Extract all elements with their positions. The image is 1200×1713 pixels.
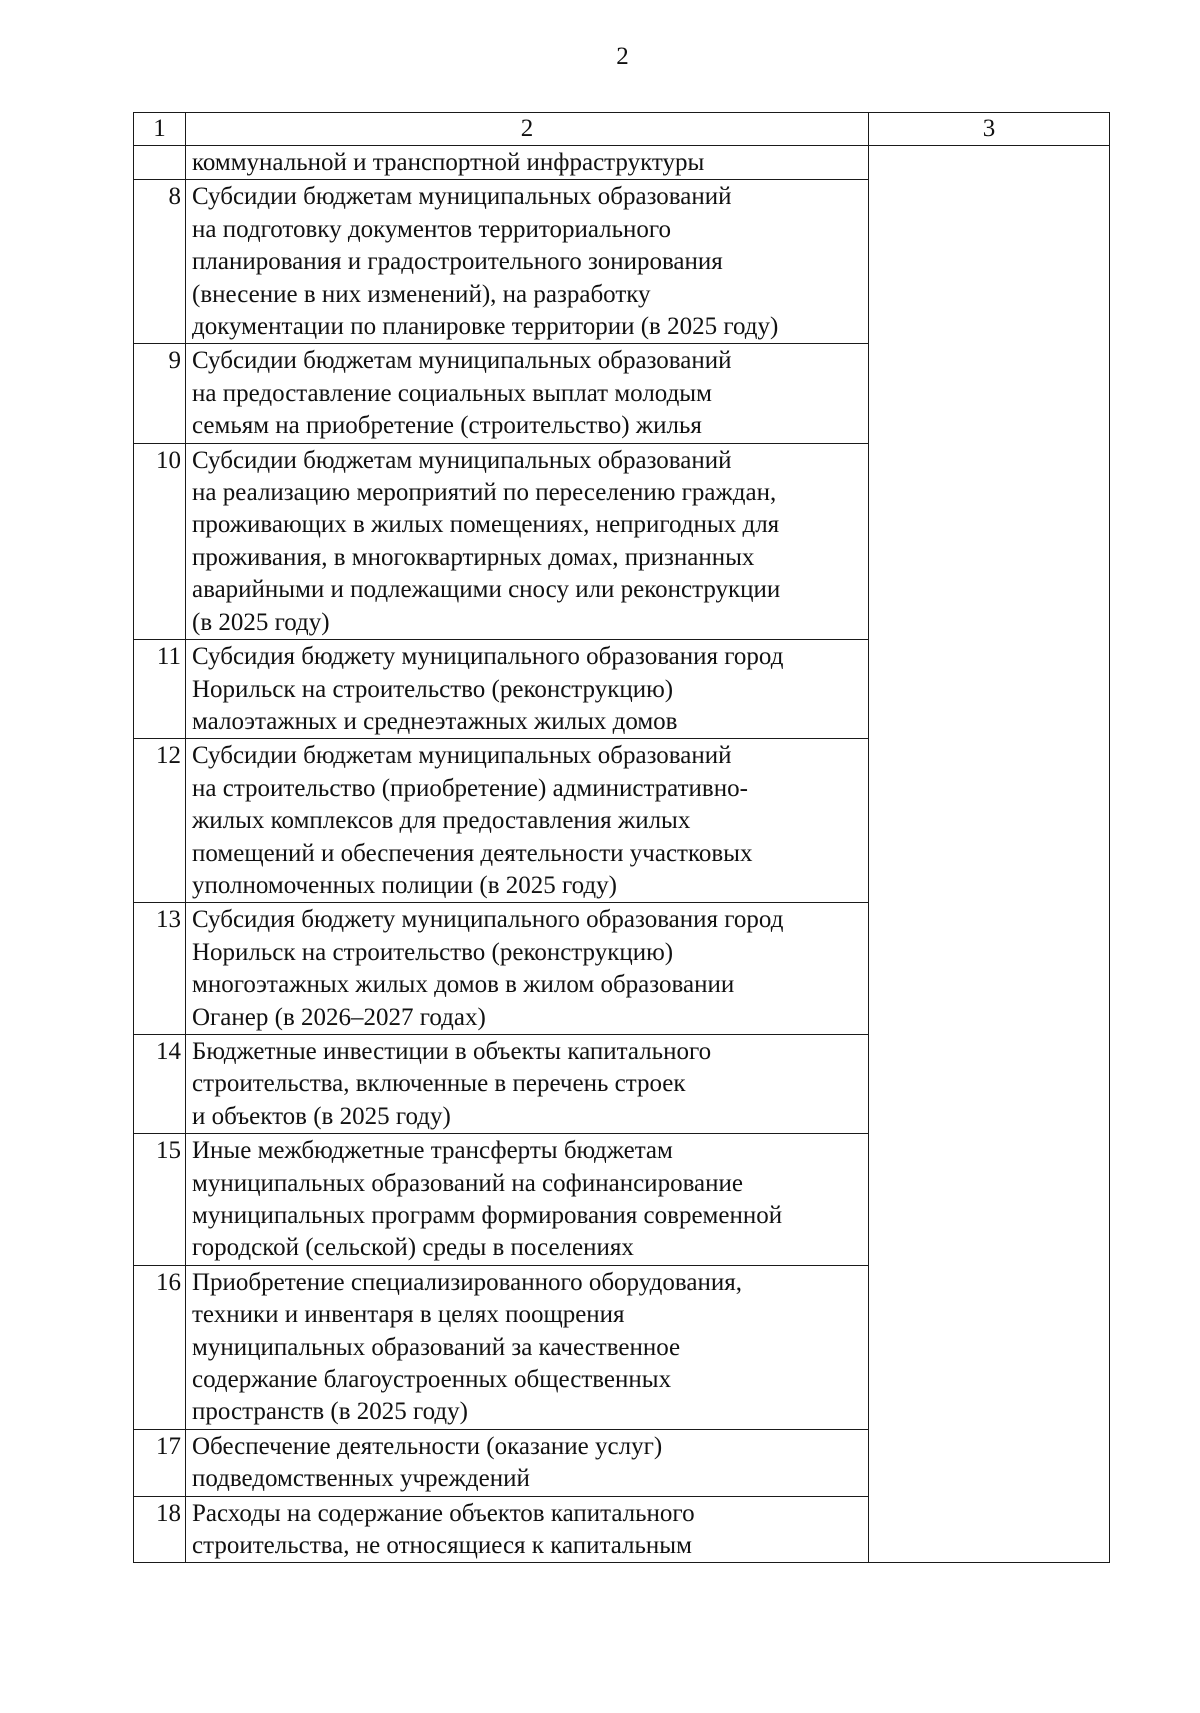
page-number: 2: [616, 43, 629, 70]
table-row-continuation: [134, 146, 1110, 180]
row-description: Субсидии бюджетам муниципальных образований на реализацию мероприятий по переселению граждан, проживающих в жилых помещениях, непригодных для проживания, в многоквартирных домах, признанных аварийными и подлежащими сносу или реконструкции (в 2025 году): [186, 443, 869, 639]
row-number: 15: [134, 1134, 186, 1266]
row-number: [134, 146, 186, 180]
row-description: Субсидии бюджетам муниципальных образований на подготовку документов территориального планирования и градостроительного зонирования (внесение в них изменений), на разработку документации по планировке территории (в 2025 году): [186, 180, 869, 344]
row-description: Расходы на содержание объектов капитального строительства, не относящиеся к капитальным: [186, 1496, 869, 1563]
row-number: 16: [134, 1265, 186, 1429]
header-col-1: 1: [134, 113, 186, 146]
row-number: 8: [134, 180, 186, 344]
column-3-cell: [869, 146, 1110, 1563]
header-col-2: 2: [186, 113, 869, 146]
row-description: Субсидии бюджетам муниципальных образований на строительство (приобретение) административно- жилых комплексов для предоставления жилых помещений и обеспечения деятельности участковых уполномоченных полиции (в 2025 году): [186, 739, 869, 903]
row-description: Иные межбюджетные трансферты бюджетам муниципальных образований на софинансирование муниципальных программ формирования современной городской (сельской) среды в поселениях: [186, 1134, 869, 1266]
row-description: Обеспечение деятельности (оказание услуг) подведомственных учреждений: [186, 1429, 869, 1496]
row-number: 14: [134, 1034, 186, 1133]
row-number: 12: [134, 739, 186, 903]
row-description: Субсидия бюджету муниципального образования город Норильск на строительство (реконструкцию) многоэтажных жилых домов в жилом образовании Оганер (в 2026–2027 годах): [186, 903, 869, 1035]
table-header-row: [134, 113, 1110, 146]
row-number: 18: [134, 1496, 186, 1563]
row-number: 13: [134, 903, 186, 1035]
budget-items-table: [133, 112, 1110, 1563]
row-description: коммунальной и транспортной инфраструктуры: [186, 146, 869, 180]
row-number: 9: [134, 344, 186, 443]
row-description: Субсидия бюджету муниципального образования город Норильск на строительство (реконструкцию) малоэтажных и среднеэтажных жилых домов: [186, 640, 869, 739]
row-description: Бюджетные инвестиции в объекты капитального строительства, включенные в перечень строек и объектов (в 2025 году): [186, 1034, 869, 1133]
header-col-3: 3: [869, 113, 1110, 146]
row-number: 10: [134, 443, 186, 639]
row-description: Приобретение специализированного оборудования, техники и инвентаря в целях поощрения муниципальных образований за качественное содержание благоустроенных общественных пространств (в 2025 году): [186, 1265, 869, 1429]
row-number: 11: [134, 640, 186, 739]
row-number: 17: [134, 1429, 186, 1496]
row-description: Субсидии бюджетам муниципальных образований на предоставление социальных выплат молодым семьям на приобретение (строительство) жилья: [186, 344, 869, 443]
